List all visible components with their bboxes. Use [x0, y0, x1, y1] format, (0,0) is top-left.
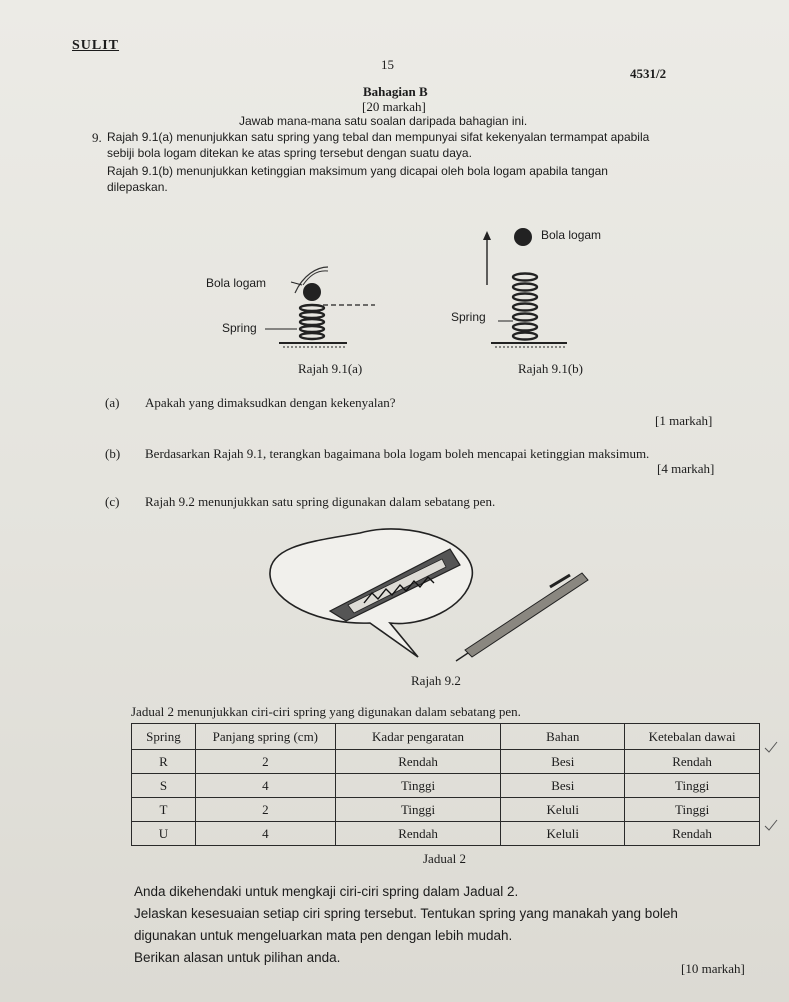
table-cell: Besi [501, 750, 625, 774]
header-rust-rate: Kadar pengaratan [335, 724, 501, 750]
figure-9-1b-ball-label: Bola logam [541, 228, 602, 242]
table-cell: U [132, 822, 196, 846]
header-wire-thickness: Ketebalan dawai [625, 724, 760, 750]
table-cell: S [132, 774, 196, 798]
part-c-text: Rajah 9.2 menunjukkan satu spring digunakan dalam sebatang pen. [145, 494, 496, 509]
spring-compressed [300, 305, 324, 339]
table-cell: Rendah [625, 750, 760, 774]
table-cell: 2 [195, 798, 335, 822]
table-cell: Tinggi [335, 774, 501, 798]
ball-a [303, 283, 321, 301]
pen-small [465, 573, 588, 657]
header-length: Panjang spring (cm) [195, 724, 335, 750]
paper-code: 4531/2 [630, 66, 667, 81]
figure-9-1a-ball-label: Bola logam [206, 276, 267, 290]
table-cell: Rendah [335, 822, 501, 846]
table-cell: 2 [195, 750, 335, 774]
question-stem-line: sebiji bola logam ditekan ke atas spring tersebut dengan suatu daya. [107, 146, 472, 160]
up-arrow-head [483, 231, 491, 240]
table-cell: Rendah [335, 750, 501, 774]
section-title: Bahagian B [363, 84, 428, 99]
table-row [132, 798, 760, 822]
part-b-marks: [4 markah] [657, 461, 715, 476]
table-cell: Rendah [625, 822, 760, 846]
question-number: 9. [92, 130, 102, 145]
part-c-label: (c) [105, 494, 120, 509]
table-row [132, 750, 760, 774]
spring-extended [513, 274, 537, 340]
table-header-row [132, 724, 760, 750]
table-intro: Jadual 2 menunjukkan ciri-ciri spring yang digunakan dalam sebatang pen. [131, 704, 521, 719]
table-cell: Tinggi [625, 798, 760, 822]
page-number: 15 [381, 57, 394, 72]
section-instruction: Jawab mana-mana satu soalan daripada bahagian ini. [239, 114, 528, 128]
table-caption: Jadual 2 [423, 851, 466, 866]
sulit-header: SULIT [72, 38, 120, 53]
header-material: Bahan [501, 724, 625, 750]
part-b-text: Berdasarkan Rajah 9.1, terangkan bagaimana bola logam boleh mencapai ketinggian maksimum. [145, 446, 650, 461]
figure-9-2-caption: Rajah 9.2 [411, 673, 461, 688]
task-marks: [10 markah] [681, 961, 745, 976]
task-line: digunakan untuk mengeluarkan mata pen dengan lebih mudah. [134, 928, 513, 943]
header-spring: Spring [132, 724, 196, 750]
figure-9-2-drawing [260, 525, 600, 670]
part-b-label: (b) [105, 446, 121, 461]
table-cell: Keluli [501, 822, 625, 846]
table-cell: Tinggi [625, 774, 760, 798]
table-cell: T [132, 798, 196, 822]
table-cell: 4 [195, 774, 335, 798]
figure-9-1a-caption: Rajah 9.1(a) [298, 361, 363, 376]
figure-9-1a-spring-label: Spring [222, 321, 257, 335]
table-row [132, 774, 760, 798]
table-cell: R [132, 750, 196, 774]
table-cell: Keluli [501, 798, 625, 822]
question-stem-line: Rajah 9.1(a) menunjukkan satu spring yang tebal dan mempunyai sifat kekenyalan termampat apabila [107, 130, 650, 144]
part-a-label: (a) [105, 395, 120, 410]
spring-properties-table [131, 723, 760, 846]
task-line: Anda dikehendaki untuk mengkaji ciri-ciri spring dalam Jadual 2. [134, 884, 519, 899]
task-line: Jelaskan kesesuaian setiap ciri spring tersebut. Tentukan spring yang manakah yang boleh [134, 906, 678, 921]
table-cell: Besi [501, 774, 625, 798]
question-stem-line: Rajah 9.1(b) menunjukkan ketinggian maksimum yang dicapai oleh bola logam apabila tangan [107, 164, 608, 178]
table-cell: 4 [195, 822, 335, 846]
table-row [132, 822, 760, 846]
table-cell: Tinggi [335, 798, 501, 822]
ball-b [514, 228, 532, 246]
part-a-marks: [1 markah] [655, 413, 713, 428]
part-a-text: Apakah yang dimaksudkan dengan kekenyalan? [145, 395, 396, 410]
task-line: Berikan alasan untuk pilihan anda. [134, 950, 341, 965]
pencil-check-marks [762, 740, 784, 840]
section-marks: [20 markah] [362, 99, 426, 114]
question-stem-line: dilepaskan. [107, 180, 168, 194]
figure-9-1b-caption: Rajah 9.1(b) [518, 361, 583, 376]
figure-9-1b-spring-label: Spring [451, 310, 486, 324]
